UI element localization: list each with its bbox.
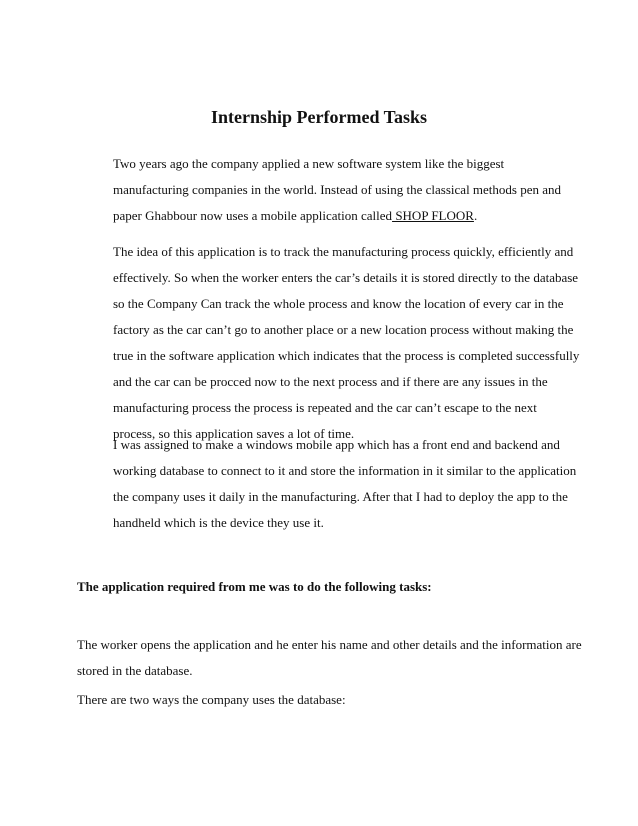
paragraph-line: manufacturing companies in the world. Instead of using the classical methods pen and [113,182,562,197]
paragraph-line: handheld which is the device they use it. [113,515,324,530]
paragraph-line: true in the software application which indicates that the process is completed successfully [113,348,580,363]
paragraph-line [113,203,561,229]
shop-floor-link[interactable]: SHOP FLOOR [392,208,474,223]
paragraph-line: There are two ways the company uses the database: [77,692,346,707]
paragraph-assignment [113,432,576,536]
paragraph-line: I was assigned to make a windows mobile app which has a front end and backend and [113,437,560,452]
paragraph-line: The worker opens the application and he enter his name and other details and the information are [77,637,582,652]
paragraph-worker [77,632,582,684]
paragraph-line: effectively. So when the worker enters the car’s details it is stored directly to the database [113,270,579,285]
paragraph-text: paper Ghabbour now uses a mobile application called [113,208,393,223]
paragraph-line: working database to connect to it and store the information in it similar to the application [113,463,577,478]
paragraph-line: factory as the car can’t go to another place or a new location process without making the [113,322,574,337]
page-title: Internship Performed Tasks [210,107,428,127]
paragraph-line: Two years ago the company applied a new software system like the biggest [113,156,505,171]
paragraph-line: so the Company Can track the whole process and know the location of every car in the [113,296,564,311]
paragraph-database-ways [77,687,346,713]
paragraph-line: process, so this application saves a lot of time. [113,426,355,441]
paragraph-text: . [473,208,478,223]
paragraph-line: manufacturing process the process is repeated and the car can’t escape to the next [113,400,537,415]
paragraph-line: and the car can be procced now to the next process and if there are any issues in the [113,374,548,389]
paragraph-intro [113,151,561,229]
section-heading: The application required from me was to do the following tasks: [77,579,432,594]
paragraph-line: stored in the database. [77,663,193,678]
paragraph-line: the company uses it daily in the manufacturing. After that I had to deploy the app to the [113,489,568,504]
paragraph-idea [113,239,579,447]
paragraph-line: The idea of this application is to track the manufacturing process quickly, efficiently and [113,244,574,259]
